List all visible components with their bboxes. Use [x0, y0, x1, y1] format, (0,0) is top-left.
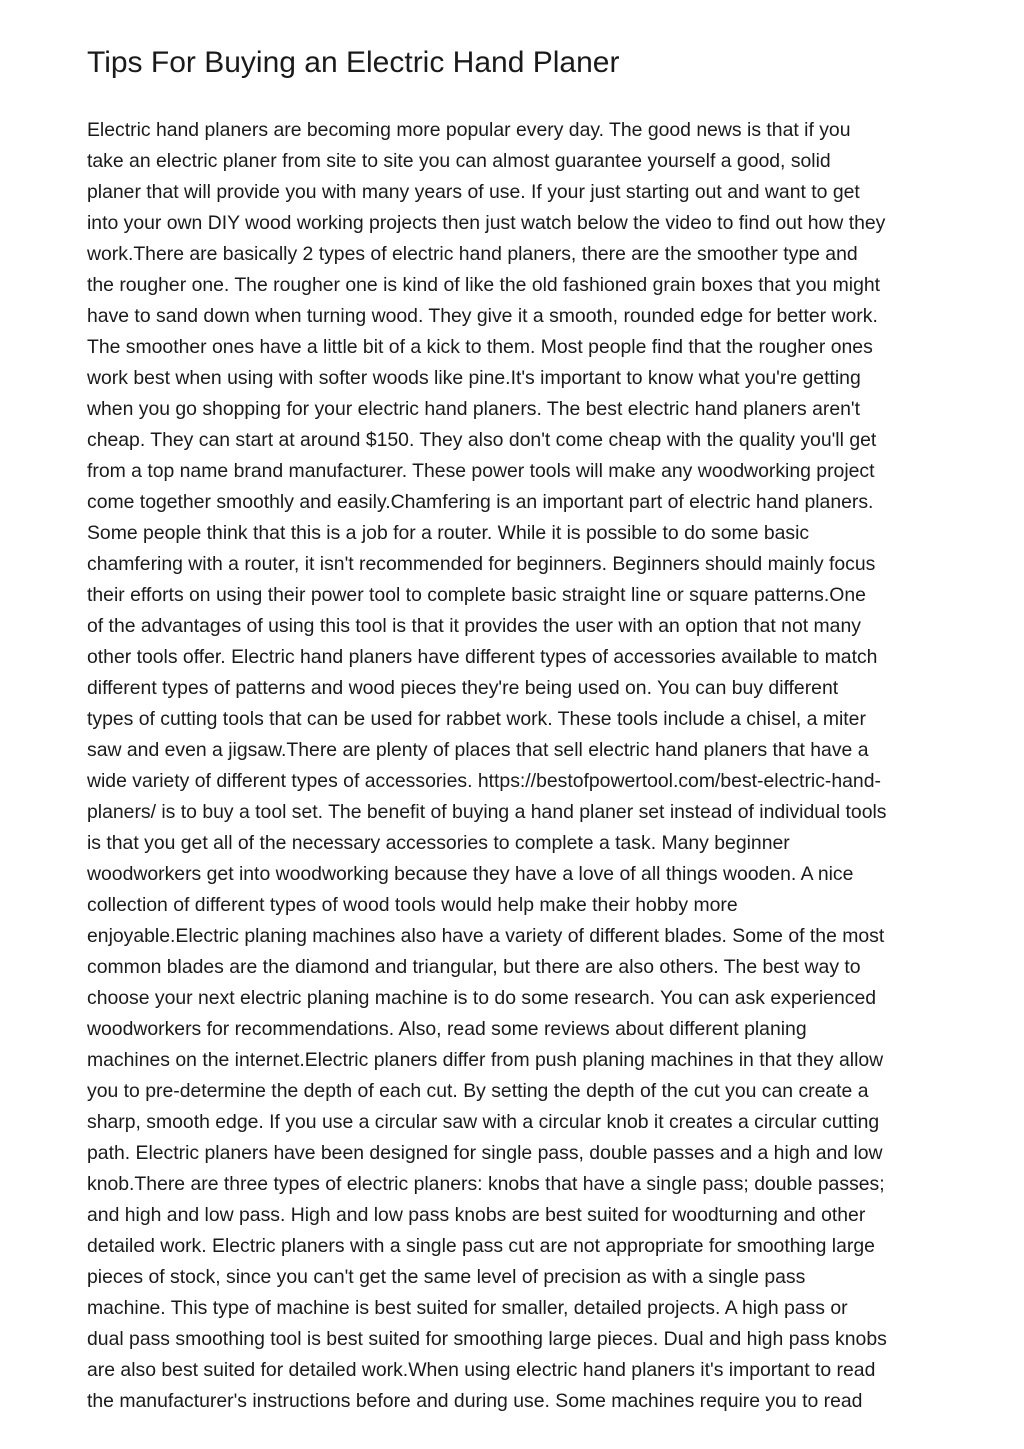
text-line: dual pass smoothing tool is best suited for smoothing large pieces. Dual and high pass knobs — [87, 1328, 887, 1350]
text-line: and high and low pass. High and low pass knobs are best suited for woodturning and other — [87, 1204, 866, 1226]
text-line: are also best suited for detailed work.When using electric hand planers it's important to read — [87, 1359, 876, 1381]
text-line: machine. This type of machine is best suited for smaller, detailed projects. A high pass or — [87, 1297, 848, 1319]
text-line: cheap. They can start at around $150. They also don't come cheap with the quality you'll get — [87, 429, 877, 451]
text-line: take an electric planer from site to site you can almost guarantee yourself a good, solid — [87, 150, 831, 172]
text-line: when you go shopping for your electric hand planers. The best electric hand planers aren't — [87, 398, 860, 420]
text-line: you to pre-determine the depth of each cut. By setting the depth of the cut you can create a — [87, 1080, 869, 1102]
text-line: Electric hand planers are becoming more popular every day. The good news is that if you — [87, 119, 851, 141]
text-line: Some people think that this is a job for a router. While it is possible to do some basic — [87, 522, 810, 544]
text-line: of the advantages of using this tool is that it provides the user with an option that not many — [87, 615, 861, 637]
text-line: common blades are the diamond and triangular, but there are also others. The best way to — [87, 956, 861, 978]
text-line: into your own DIY wood working projects then just watch below the video to find out how they — [87, 212, 886, 234]
text-line: pieces of stock, since you can't get the same level of precision as with a single pass — [87, 1266, 806, 1288]
text-line: machines on the internet.Electric planers differ from push planing machines in that they allow — [87, 1049, 884, 1071]
text-line: planers/ is to buy a tool set. The benefit of buying a hand planer set instead of individual tools — [87, 801, 887, 823]
body-paragraph — [87, 115, 939, 1417]
text-line: detailed work. Electric planers with a single pass cut are not appropriate for smoothing large — [87, 1235, 875, 1257]
text-line: sharp, smooth edge. If you use a circular saw with a circular knob it creates a circular cutting — [87, 1111, 880, 1133]
text-line: from a top name brand manufacturer. These power tools will make any woodworking project — [87, 460, 875, 482]
text-line: come together smoothly and easily.Chamfering is an important part of electric hand planers. — [87, 491, 874, 513]
text-line: work.There are basically 2 types of electric hand planers, there are the smoother type and — [87, 243, 858, 265]
text-line: work best when using with softer woods like pine.It's important to know what you're getting — [87, 367, 861, 389]
text-line: have to sand down when turning wood. They give it a smooth, rounded edge for better work. — [87, 305, 878, 327]
text-line: is that you get all of the necessary accessories to complete a task. Many beginner — [87, 832, 790, 854]
text-line: enjoyable.Electric planing machines also have a variety of different blades. Some of the most — [87, 925, 885, 947]
text-line: planer that will provide you with many years of use. If your just starting out and want to get — [87, 181, 860, 203]
text-line: The smoother ones have a little bit of a kick to them. Most people find that the rougher ones — [87, 336, 873, 358]
text-line: woodworkers for recommendations. Also, read some reviews about different planing — [87, 1018, 807, 1040]
text-line: the rougher one. The rougher one is kind of like the old fashioned grain boxes that you might — [87, 274, 881, 296]
text-line: choose your next electric planing machine is to do some research. You can ask experienced — [87, 987, 877, 1009]
text-line: collection of different types of wood tools would help make their hobby more — [87, 894, 738, 916]
text-line: knob.There are three types of electric planers: knobs that have a single pass; double passes; — [87, 1173, 885, 1195]
text-line: other tools offer. Electric hand planers have different types of accessories available to match — [87, 646, 878, 668]
text-line: types of cutting tools that can be used for rabbet work. These tools include a chisel, a miter — [87, 708, 866, 730]
text-line: wide variety of different types of accessories. https://bestofpowertool.com/best-electric-hand- — [87, 770, 881, 792]
page-title: Tips For Buying an Electric Hand Planer — [87, 46, 620, 79]
text-line: saw and even a jigsaw.There are plenty of places that sell electric hand planers that have a — [87, 739, 869, 761]
text-line: path. Electric planers have been designed for single pass, double passes and a high and low — [87, 1142, 883, 1164]
text-line: woodworkers get into woodworking because they have a love of all things wooden. A nice — [87, 863, 854, 885]
text-line: different types of patterns and wood pieces they're being used on. You can buy different — [87, 677, 839, 699]
text-line: chamfering with a router, it isn't recommended for beginners. Beginners should mainly focus — [87, 553, 876, 575]
text-line: the manufacturer's instructions before and during use. Some machines require you to read — [87, 1390, 863, 1412]
text-line: their efforts on using their power tool to complete basic straight line or square patterns.One — [87, 584, 866, 606]
